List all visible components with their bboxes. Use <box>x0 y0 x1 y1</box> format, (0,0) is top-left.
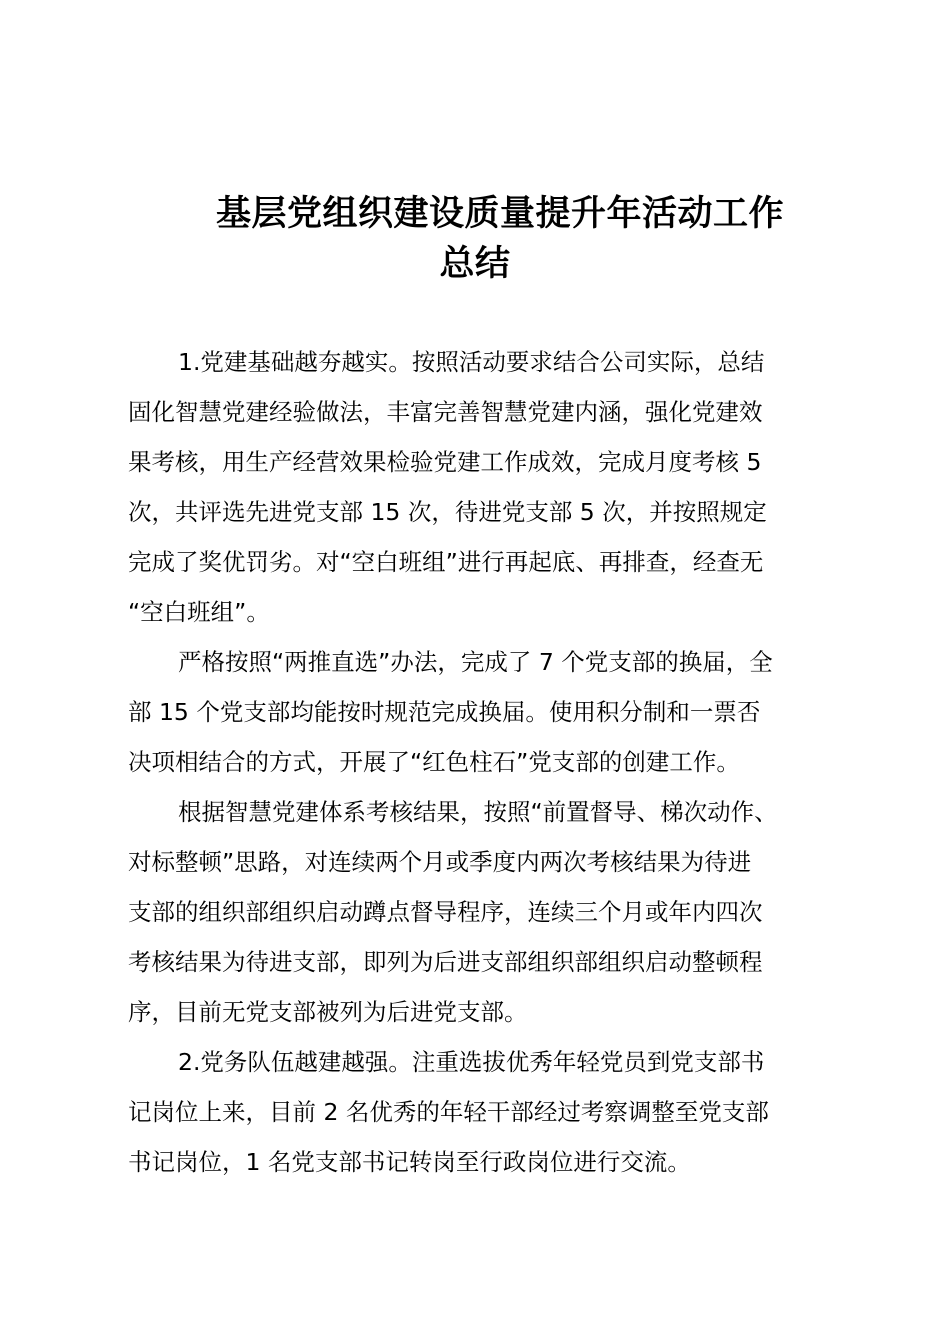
text-line: 固化智慧党建经验做法，丰富完善智慧党建内涵，强化党建效 <box>128 398 763 426</box>
document-title-line-2: 总结 <box>439 244 511 284</box>
text-line: “空白班组”。 <box>128 598 270 626</box>
text-line: 考核结果为待进支部，即列为后进支部组织部组织启动整顿程 <box>128 948 763 976</box>
text-line: 根据智慧党建体系考核结果，按照“前置督导、梯次动作、 <box>178 798 778 826</box>
text-line: 果考核，用生产经营效果检验党建工作成效，完成月度考核 5 <box>128 448 762 476</box>
text-line: 序，目前无党支部被列为后进党支部。 <box>128 998 528 1026</box>
paragraph-assessment-results <box>128 787 828 1037</box>
text-line: 完成了奖优罚劣。对“空白班组”进行再起底、再排查，经查无 <box>128 548 764 576</box>
paragraph-party-team <box>128 1037 828 1187</box>
text-line: 书记岗位，1 名党支部书记转岗至行政岗位进行交流。 <box>128 1148 691 1176</box>
text-line: 决项相结合的方式，开展了“红色柱石”党支部的创建工作。 <box>128 748 740 776</box>
text-line: 2.党务队伍越建越强。注重选拔优秀年轻党员到党支部书 <box>178 1048 765 1076</box>
text-line: 次，共评选先进党支部 15 次，待进党支部 5 次，并按照规定 <box>128 498 767 526</box>
paragraph-branch-election <box>128 637 828 787</box>
text-line: 支部的组织部组织启动蹲点督导程序，连续三个月或年内四次 <box>128 898 763 926</box>
text-line: 记岗位上来，目前 2 名优秀的年轻干部经过考察调整至党支部 <box>128 1098 769 1126</box>
text-line: 部 15 个党支部均能按时规范完成换届。使用积分制和一票否 <box>128 698 761 726</box>
paragraph-party-foundation <box>128 337 828 637</box>
document-title-line-1: 基层党组织建设质量提升年活动工作 <box>215 194 784 234</box>
text-line: 1.党建基础越夯越实。按照活动要求结合公司实际，总结 <box>178 348 765 376</box>
text-line: 严格按照“两推直选”办法，完成了 7 个党支部的换届，全 <box>178 648 773 676</box>
text-line: 对标整顿”思路，对连续两个月或季度内两次考核结果为待进 <box>128 848 752 876</box>
